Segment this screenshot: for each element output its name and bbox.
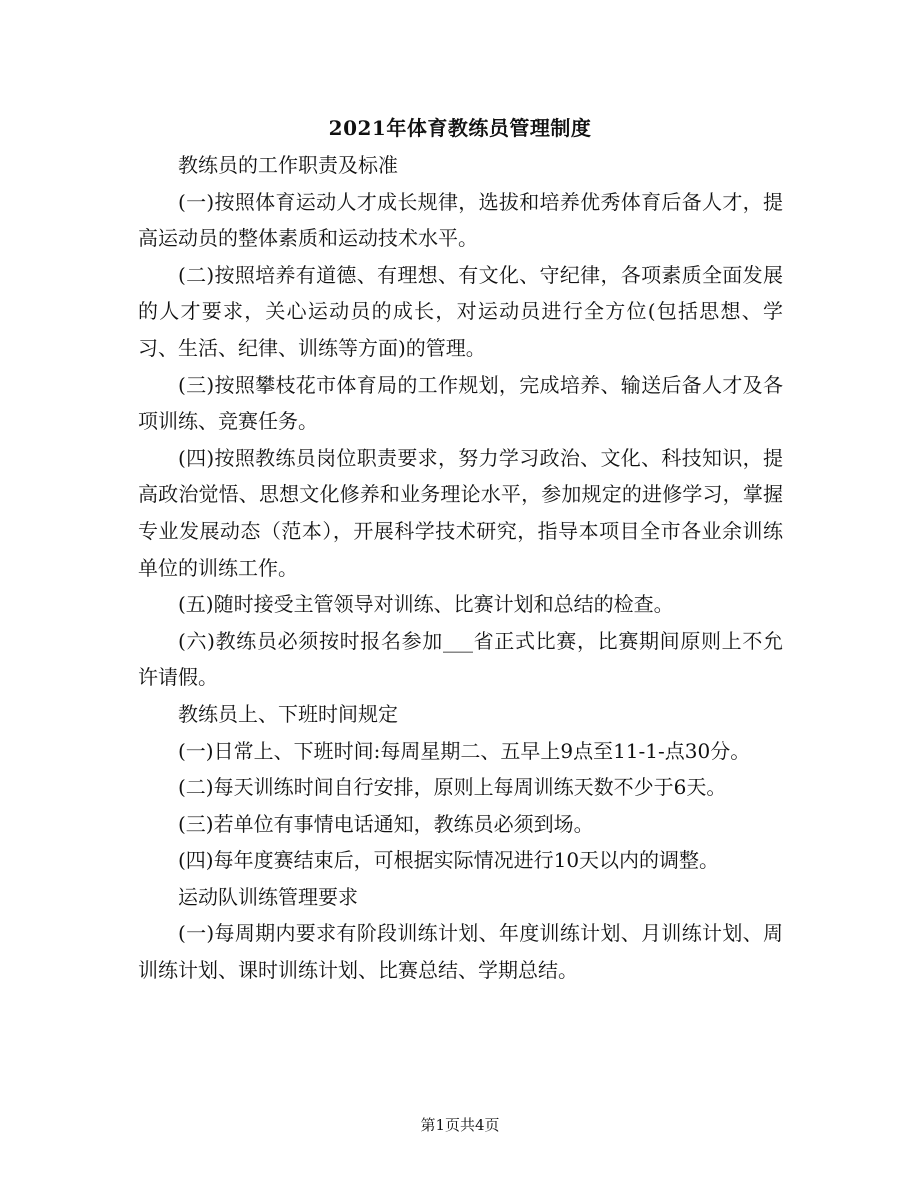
paragraph: (三)按照攀枝花市体育局的工作规划，完成培养、输送后备人才及各项训练、竞赛任务。 — [138, 372, 783, 434]
section-heading-training: 运动队训练管理要求 — [178, 884, 358, 909]
page-footer: 第1页共4页 — [420, 1116, 500, 1134]
paragraph: (四)按照教练员岗位职责要求，努力学习政治、文化、科技知识，提高政治觉悟、思想文化修养和业务理论水平，参加规定的进修学习，掌握专业发展动态（范本），开展科学技术研究，指导本项目全市各业余训练单位的训练工作。 — [138, 445, 783, 580]
paragraph: (一)日常上、下班时间:每周星期二、五早上9点至11-1-点30分。 — [178, 738, 751, 763]
section-heading-work-hours: 教练员上、下班时间规定 — [178, 701, 398, 726]
paragraph: (一)按照体育运动人才成长规律，选拔和培养优秀体育后备人才，提高运动员的整体素质和运动技术水平。 — [138, 189, 783, 251]
paragraph: (一)每周期内要求有阶段训练计划、年度训练计划、月训练计划、周训练计划、课时训练计划、比赛总结、学期总结。 — [138, 921, 783, 983]
document-body — [138, 147, 783, 989]
paragraph: (二)按照培养有道德、有理想、有文化、守纪律，各项素质全面发展的人才要求，关心运动员的成长，对运动员进行全方位(包括思想、学习、生活、纪律、训练等方面)的管理。 — [138, 262, 783, 360]
section-heading-duties: 教练员的工作职责及标准 — [178, 153, 398, 177]
paragraph: (二)每天训练时间自行安排，原则上每周训练天数不少于6天。 — [178, 775, 727, 800]
paragraph: (四)每年度赛结束后，可根据实际情况进行10天以内的调整。 — [178, 848, 720, 873]
paragraph: (五)随时接受主管领导对训练、比赛计划和总结的检查。 — [178, 592, 674, 617]
paragraph: (三)若单位有事情电话通知，教练员必须到场。 — [178, 811, 594, 836]
paragraph: (六)教练员必须按时报名参加___省正式比赛，比赛期间原则上不允许请假。 — [138, 628, 783, 690]
document-title: 2021年体育教练员管理制度 — [328, 116, 592, 140]
